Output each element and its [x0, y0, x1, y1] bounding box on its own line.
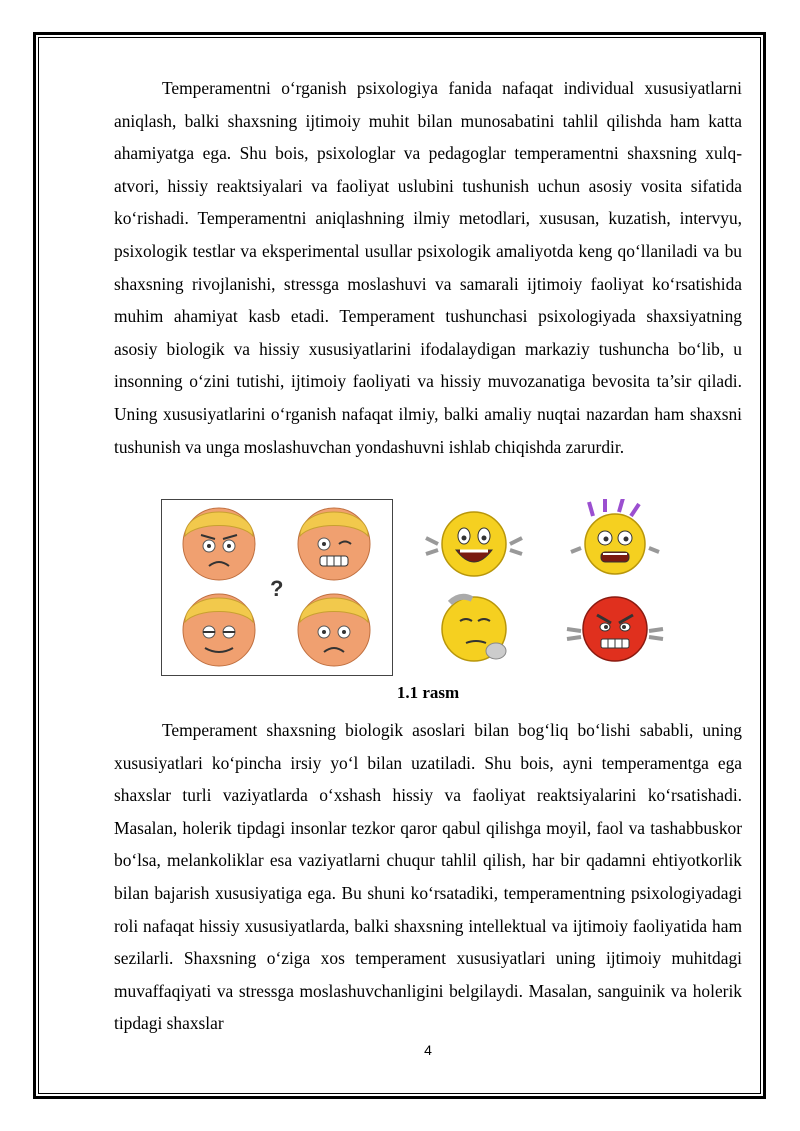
- calm-face-icon: [183, 594, 255, 666]
- emoticons-panel: [419, 499, 673, 676]
- page-number: 4: [424, 1042, 432, 1058]
- temperament-faces-panel: [161, 499, 393, 676]
- sad-face-icon: [298, 594, 370, 666]
- laughing-emoticon-icon: [426, 512, 522, 576]
- figure-caption: 1.1 rasm: [396, 683, 460, 702]
- thinking-emoticon-icon: [442, 597, 506, 661]
- winking-face-icon: [298, 508, 370, 580]
- figure-1-1: [161, 499, 673, 677]
- excited-emoticon-icon: [571, 499, 659, 574]
- paragraph-2: Temperament shaxsning biologik asoslari bilan bog‘liq bo‘lishi sababli, uning xususiyatlari ko‘pincha irsiy yo‘l bilan uzatiladi. Shu bois, ayni temperamentga ega shaxslar turli vaziyatlarda o‘xshash hissiy va faoliyat reaktsiyalarini ko‘rsatishadi. Masalan, holerik tipdagi insonlar tezkor qaror qabul qilishga moyil, faol va tashabbuskor bo‘lsa, melankoliklar esa vaziyatlarni chuqur tahlil qilish, har bir qadamni ehtiyotkorlik bilan bajarish xususiyatiga ega. Bu shuni ko‘rsatadiki, temperamentning psixologiyadagi roli nafaqat hissiy xususiyatlarda, balki shaxsning intellektual va ijtimoiy faoliyatida ham sezilarli. Shaxsning o‘ziga xos temperament xususiyatlari uning ijtimoiy muhitdagi muvaffaqiyati va stressga moslashuvchanligini belgilaydi. Masalan, sanguinik va holerik tipdagi shaxslar: [114, 720, 742, 1034]
- angry-face-icon: [183, 508, 255, 580]
- angry-red-emoticon-icon: [567, 597, 663, 661]
- paragraph-1: Temperamentni o‘rganish psixologiya fanida nafaqat individual xususiyatlarni aniqlash, balki shaxsning ijtimoiy muhit bilan munosabatini tahlil qilishda ham katta ahamiyatga ega. Shu bois, psixologlar va pedagoglar temperamentni shaxsning xulq-atvori, hissiy reaktsiyalari va faoliyat uslubini tushunish uchun asosiy vosita sifatida ko‘rishadi. Temperamentni aniqlashning ilmiy metodlari, xususan, kuzatish, intervyu, psixologik testlar va eksperimental usullar psixologik amaliyotda keng qo‘llaniladi va bu shaxsning rivojlanishi, stressga moslashuvi va samarali ijtimoiy faoliyat ko‘rsatishida muhim ahamiyat kasb etadi. Temperament tushunchasi psixologiyada shaxsiyatning asosiy biologik va hissiy xususiyatlarini ifodalaydigan markaziy tushuncha bo‘lib, u insonning o‘zini tutishi, ijtimoiy faoliyati va hissiy muvozanatiga bevosita ta’sir qiladi. Uning xususiyatlarini o‘rganish nafaqat ilmiy, balki amaliy nuqtai nazardan ham shaxsni tushunish va unga moslashuvchan yondashuvni ishlab chiqishda zarurdir.: [114, 78, 742, 457]
- question-mark: ?: [270, 576, 284, 601]
